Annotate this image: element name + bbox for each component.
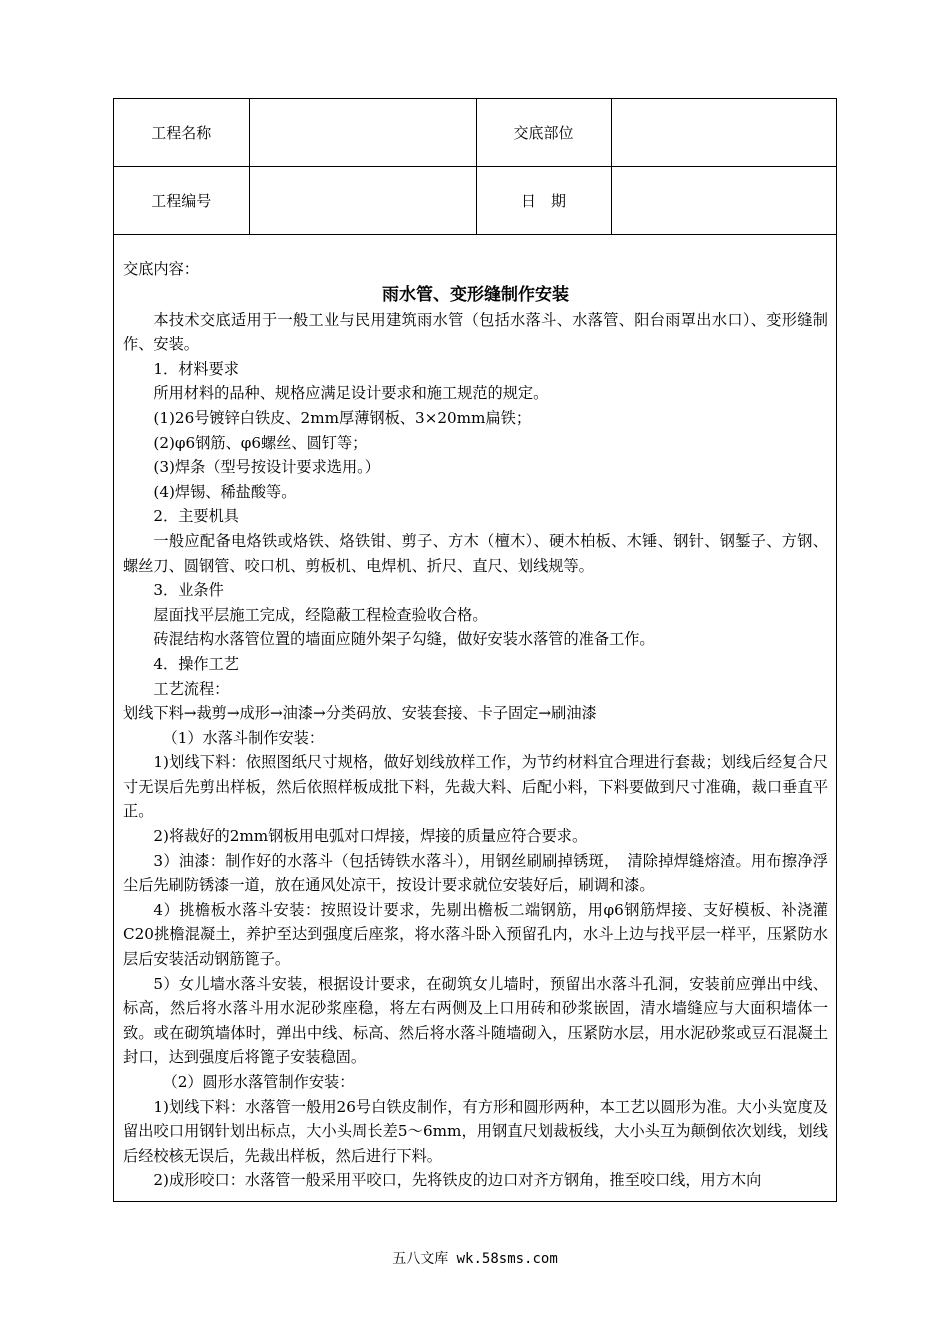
paragraph: 砖混结构水落管位置的墙面应随外架子勾缝，做好安装水落管的准备工作。 [153,630,655,649]
section-heading: 4．操作工艺 [153,654,239,673]
list-item: (2)φ6钢筋、φ6螺丝、圆钉等； [153,433,368,452]
content-area [114,235,836,1193]
paragraph: 4）挑檐板水落斗安装：按照设计要求，先剔出檐板二端钢筋，用φ6钢筋焊接、支好模板、补浇灌C20挑檐混凝土，养护至达到强度后座浆，将水落斗卧入预留孔内，水斗上边与找平层一样平，压紧防水层后安装活动钢筋篦子。 [123,900,828,969]
list-item: (1)26号镀锌白铁皮、2mm厚薄钢板、3×20mm扁铁； [153,408,532,427]
location-value [611,99,836,167]
paragraph: 工艺流程： [153,679,230,698]
header-table [114,99,836,235]
header-row-1 [114,99,836,167]
subsection-heading: （2）圆形水落管制作安装： [162,1073,355,1091]
paragraph: 1)划线下料：依照图纸尺寸规格，做好划线放样工作，为节约材料宜合理进行套裁；划线后经复合尺寸无误后先剪出样板，然后依照样板成批下料，先裁大料、后配小料，下料要做到尺寸准确，裁口垂直平正。 [123,753,828,821]
section-heading: 2．主要机具 [153,507,239,526]
list-item: (4)焊锡、稀盐酸等。 [153,482,297,501]
process-flow: 划线下料→裁剪→成形→油漆→分类码放、安装套接、卡子固定→刷油漆 [123,704,597,723]
footer-watermark-text: 五八文库 wk.58sms.com [392,1251,558,1267]
intro-paragraph: 本技术交底适用于一般工业与民用建筑雨水管（包括水落斗、水落管、阳台雨罩出水口）、变形缝制作、安装。 [123,310,828,354]
project-no-value [249,167,476,235]
location-label: 交底部位 [476,99,611,167]
list-item: (3)焊条（型号按设计要求选用。） [153,458,380,477]
paragraph: 3）油漆：制作好的水落斗（包括铸铁水落斗），用钢丝刷刷掉锈斑， 清除掉焊缝熔渣。用布擦净浮尘后先刷防锈漆一道，放在通风处凉干，按设计要求就位安装好后，刷调和漆。 [123,851,828,895]
date-label: 日 期 [476,167,611,235]
paragraph: 2)将裁好的2mm钢板用电弧对口焊接，焊接的质量应符合要求。 [153,827,588,846]
paragraph: 1)划线下料：水落管一般用26号白铁皮制作，有方形和圆形两种，本工艺以圆形为准。大小头宽度及留出咬口用钢针划出标点，大小头周长差5～6mm，用钢直尺划裁板线，大小头互为颠倒依次划线，划线后经校核无误后，先裁出样板，然后进行下料。 [123,1097,828,1165]
paragraph: 5）女儿墙水落斗安装，根据设计要求，在砌筑女儿墙时，预留出水落斗孔洞，安装前应弹出中线、标高，然后将水落斗用水泥砂浆座稳，将左右两侧及上口用砖和砂浆嵌固，清水墙缝应与大面积墙体一致。或在砌筑墙体时，弹出中线、标高、然后将水落斗随墙砌入，压紧防水层，用水泥砂浆或豆石混凝土封口，达到强度后将篦子安装稳固。 [123,974,828,1067]
document-frame [113,98,837,1202]
project-name-label: 工程名称 [114,99,249,167]
paragraph: 所用材料的品种、规格应满足设计要求和施工规范的规定。 [153,384,549,403]
document-title: 雨水管、变形缝制作安装 [382,284,569,305]
header-row-2 [114,167,836,235]
section-heading: 3．业条件 [153,581,224,600]
project-name-value [249,99,476,167]
date-value [611,167,836,235]
content-label: 交底内容： [123,260,199,278]
project-no-label: 工程编号 [114,167,249,235]
subsection-heading: （1）水落斗制作安装： [162,728,325,747]
paragraph: 一般应配备电烙铁或烙铁、烙铁钳、剪子、方木（檀木）、硬木柏板、木锤、钢针、钢錾子、方钢、螺丝刀、圆钢管、咬口机、剪板机、电焊机、折尺、直尺、划线规等。 [123,531,828,575]
section-heading: 1．材料要求 [153,359,239,378]
paragraph: 屋面找平层施工完成，经隐蔽工程检查验收合格。 [153,605,488,624]
paragraph: 2)成形咬口：水落管一般采用平咬口，先将铁皮的边口对齐方钢角，推至咬口线，用方木向 [153,1171,762,1190]
